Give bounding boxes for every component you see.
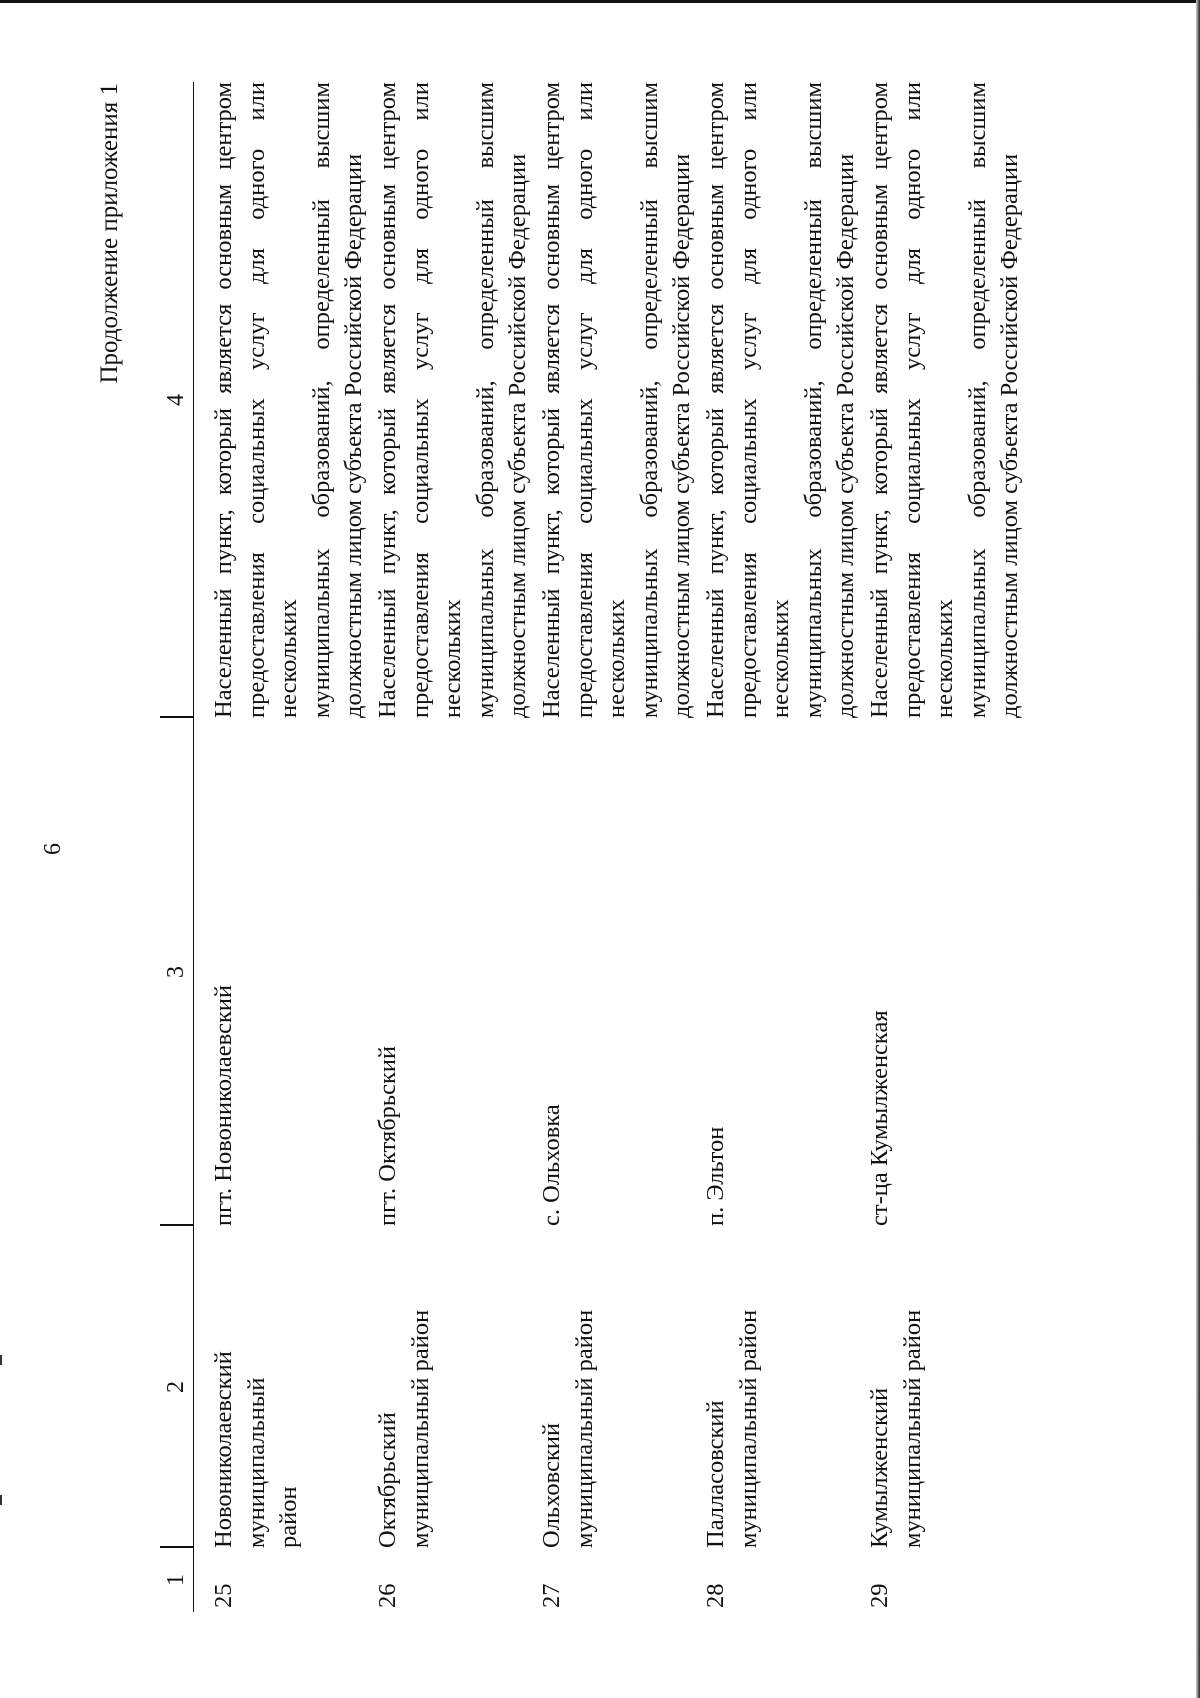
district-line: район (275, 1486, 302, 1548)
district-name (372, 1298, 437, 1548)
center-name: ст-ца Кумылженская (866, 1010, 893, 1226)
description-line: муниципальных образований, определенный высшим (963, 82, 991, 718)
description-line: предоставления социальных услуг для одного или нескольких (734, 82, 794, 718)
description-line: предоставления социальных услуг для одного или нескольких (898, 82, 958, 718)
district-line: Новониколаевский (210, 1351, 237, 1548)
center-description (208, 82, 371, 718)
row-number: 26 (374, 1583, 401, 1608)
row-number: 29 (866, 1583, 893, 1608)
description-line: предоставления социальных услуг для одного или нескольких (570, 82, 630, 718)
description-line: должностным лицом субъекта Российской Федерации (668, 153, 695, 718)
center-description (864, 82, 1027, 718)
center-description (700, 82, 863, 718)
table-row (864, 82, 1028, 1612)
district-line: муниципальный (242, 1377, 270, 1548)
row-number: 28 (702, 1583, 729, 1608)
district-name (536, 1298, 601, 1548)
description-line: муниципальных образований, определенный высшим (799, 82, 827, 718)
center-name: пгт. Новониколаевский (210, 984, 237, 1226)
district-line: муниципальный район (898, 1309, 926, 1548)
district-name (700, 1298, 765, 1548)
column-number-4: 4 (163, 394, 189, 406)
description-line: Населенный пункт, который является основным центром (866, 82, 893, 718)
description-line: Населенный пункт, который является основным центром (702, 82, 729, 718)
description-line: Населенный пункт, который является основным центром (210, 82, 237, 718)
column-number-2: 2 (163, 1381, 189, 1393)
column-number-3: 3 (163, 966, 189, 978)
table-row (208, 82, 372, 1612)
district-line: муниципальный район (734, 1309, 762, 1548)
district-name (864, 1298, 929, 1548)
description-line: муниципальных образований, определенный высшим (635, 82, 663, 718)
description-line: должностным лицом субъекта Российской Федерации (996, 153, 1023, 718)
page-number: 6 (40, 843, 66, 855)
description-line: предоставления социальных услуг для одного или нескольких (406, 82, 466, 718)
district-line: Палласовский (702, 1400, 729, 1548)
continuation-label: Продолжение приложения 1 (96, 83, 123, 384)
description-line: муниципальных образований, определенный высшим (307, 82, 335, 718)
centers-table (160, 82, 1028, 1612)
district-name (208, 1298, 306, 1548)
center-name: пгт. Октябрьский (374, 1045, 401, 1226)
description-line: Населенный пункт, который является основным центром (538, 82, 565, 718)
district-line: муниципальный район (570, 1309, 598, 1548)
district-line: муниципальный район (406, 1309, 434, 1548)
description-line: предоставления социальных услуг для одного или нескольких (242, 82, 302, 718)
center-description (536, 82, 699, 718)
center-name: с. Ольховка (538, 1104, 565, 1226)
description-line: должностным лицом субъекта Российской Федерации (832, 153, 859, 718)
column-number-1: 1 (163, 1574, 189, 1586)
description-line: должностным лицом субъекта Российской Федерации (340, 153, 367, 718)
table-row (372, 82, 536, 1612)
table-header-row (160, 82, 194, 1612)
table-row (700, 82, 864, 1612)
center-description (372, 82, 535, 718)
description-line: должностным лицом субъекта Российской Федерации (504, 153, 531, 718)
district-line: Кумылженский (866, 1387, 893, 1548)
description-line: муниципальных образований, определенный высшим (471, 82, 499, 718)
row-number: 25 (210, 1583, 237, 1608)
table-row (536, 82, 700, 1612)
center-name: п. Эльтон (702, 1126, 729, 1226)
description-line: Населенный пункт, который является основным центром (374, 82, 401, 718)
district-line: Ольховский (538, 1422, 565, 1548)
row-number: 27 (538, 1583, 565, 1608)
district-line: Октябрьский (374, 1412, 401, 1548)
